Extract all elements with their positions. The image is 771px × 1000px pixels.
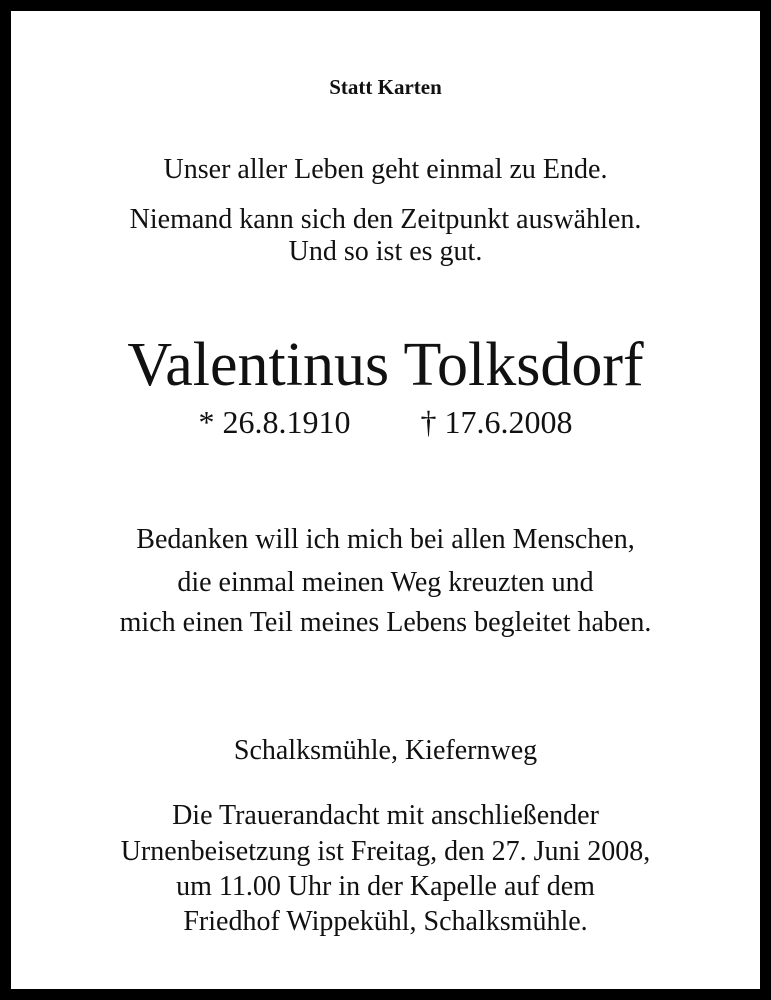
death-date: † 17.6.2008 [420,404,573,440]
address-line: Schalksmühle, Kiefernweg [233,735,538,766]
verse-line-2: Niemand kann sich den Zeitpunkt auswählen. [129,204,642,235]
verse-line-1: Unser aller Leben geht einmal zu Ende. [163,154,608,185]
header-statt-karten: Statt Karten [329,75,442,99]
service-line-3: um 11.00 Uhr in der Kapelle auf dem [176,871,595,902]
service-line-1: Die Trauerandacht mit anschließender [172,800,599,831]
service-line-2: Urnenbeisetzung ist Freitag, den 27. Juni 2008, [120,836,651,867]
birth-date: * 26.8.1910 [198,404,351,440]
thanks-line-3: mich einen Teil meines Lebens begleitet haben. [119,607,652,638]
verse-line-3: Und so ist es gut. [288,236,483,267]
thanks-line-1: Bedanken will ich mich bei allen Menschen, [136,524,635,555]
life-dates [11,406,760,438]
thanks-line-2: die einmal meinen Weg kreuzten und [177,567,594,598]
service-line-4: Friedhof Wippekühl, Schalksmühle. [183,906,588,937]
deceased-name: Valentinus Tolksdorf [127,331,644,399]
